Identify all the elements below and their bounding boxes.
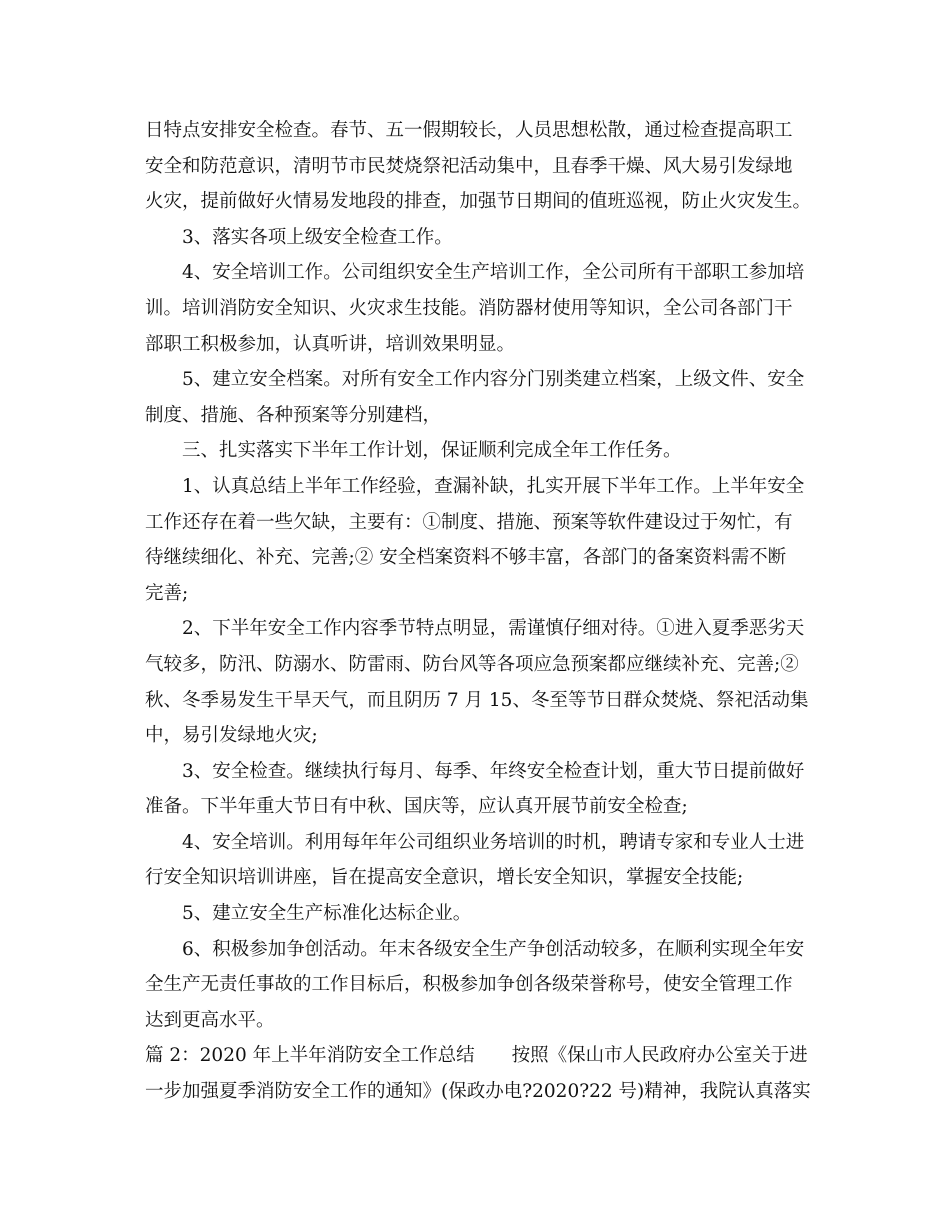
text-line: 气较多，防汛、防溺水、防雷雨、防台风等各项应急预案都应继续补充、完善;② bbox=[145, 653, 799, 675]
text-line: 训。培训消防安全知识、火灾求生技能。消防器材使用等知识，全公司各部门干 bbox=[145, 297, 793, 319]
text-line: 三、扎实落实下半年工作计划，保证顺利完成全年工作任务。 bbox=[182, 440, 682, 462]
text-line: 达到更高水平。 bbox=[145, 1009, 275, 1031]
text-line: 行安全知识培训讲座，旨在提高安全意识，增长安全知识，掌握安全技能; bbox=[145, 867, 744, 889]
text-line: 5、建立安全生产标准化达标企业。 bbox=[182, 903, 472, 925]
text-line: 准备。下半年重大节日有中秋、国庆等，应认真开展节前安全检查; bbox=[145, 796, 688, 818]
text-line: 全生产无责任事故的工作目标后，积极参加争创各级荣誉称号，使安全管理工作 bbox=[145, 974, 793, 996]
text-line: 火灾，提前做好火情易发地段的排查，加强节日期间的值班巡视，防止火灾发生。 bbox=[145, 191, 812, 213]
document-body bbox=[145, 113, 812, 1110]
text-line: 一步加强夏季消防安全工作的通知》(保政办电?2020?22 号)精神，我院认真落实 bbox=[145, 1081, 811, 1103]
text-line: 3、安全检查。继续执行每月、每季、年终安全检查计划，重大节日提前做好 bbox=[182, 760, 805, 782]
text-line: 部职工积极参加，认真听讲，培训效果明显。 bbox=[145, 333, 516, 355]
text-line: 工作还存在着一些欠缺，主要有：①制度、措施、预案等软件建设过于匆忙，有 bbox=[145, 511, 793, 533]
text-line: 待继续细化、补充、完善;② 安全档案资料不够丰富，各部门的备案资料需不断 bbox=[145, 547, 787, 569]
text-line: 日特点安排安全检查。春节、五一假期较长，人员思想松散，通过检查提高职工 bbox=[145, 120, 793, 141]
text-line: 4、安全培训。利用每年年公司组织业务培训的时机，聘请专家和专业人士进 bbox=[182, 831, 805, 853]
text-line: 篇 2：2020 年上半年消防安全工作总结 按照《保山市人民政府办公室关于进 bbox=[145, 1045, 808, 1067]
text-line: 3、落实各项上级安全检查工作。 bbox=[182, 226, 453, 248]
text-line: 中，易引发绿地火灾; bbox=[145, 725, 318, 747]
text-line: 秋、冬季易发生干旱天气，而且阴历 7 月 15、冬至等节日群众焚烧、祭祀活动集 bbox=[145, 689, 809, 711]
text-line: 4、安全培训工作。公司组织安全生产培训工作，全公司所有干部职工参加培 bbox=[182, 262, 805, 284]
text-line: 2、下半年安全工作内容季节特点明显，需谨慎仔细对待。①进入夏季恶劣天 bbox=[182, 618, 805, 640]
text-line: 制度、措施、各种预案等分别建档， bbox=[145, 404, 442, 426]
text-line: 5、建立安全档案。对所有安全工作内容分门别类建立档案，上级文件、安全 bbox=[182, 369, 805, 391]
text-line: 6、积极参加争创活动。年末各级安全生产争创活动较多，在顺利实现全年安 bbox=[182, 938, 805, 960]
text-line: 1、认真总结上半年工作经验，查漏补缺，扎实开展下半年工作。上半年安全 bbox=[182, 475, 805, 497]
text-line: 安全和防范意识，清明节市民焚烧祭祀活动集中，且春季干燥、风大易引发绿地 bbox=[145, 155, 793, 177]
text-line: 完善; bbox=[145, 582, 189, 604]
